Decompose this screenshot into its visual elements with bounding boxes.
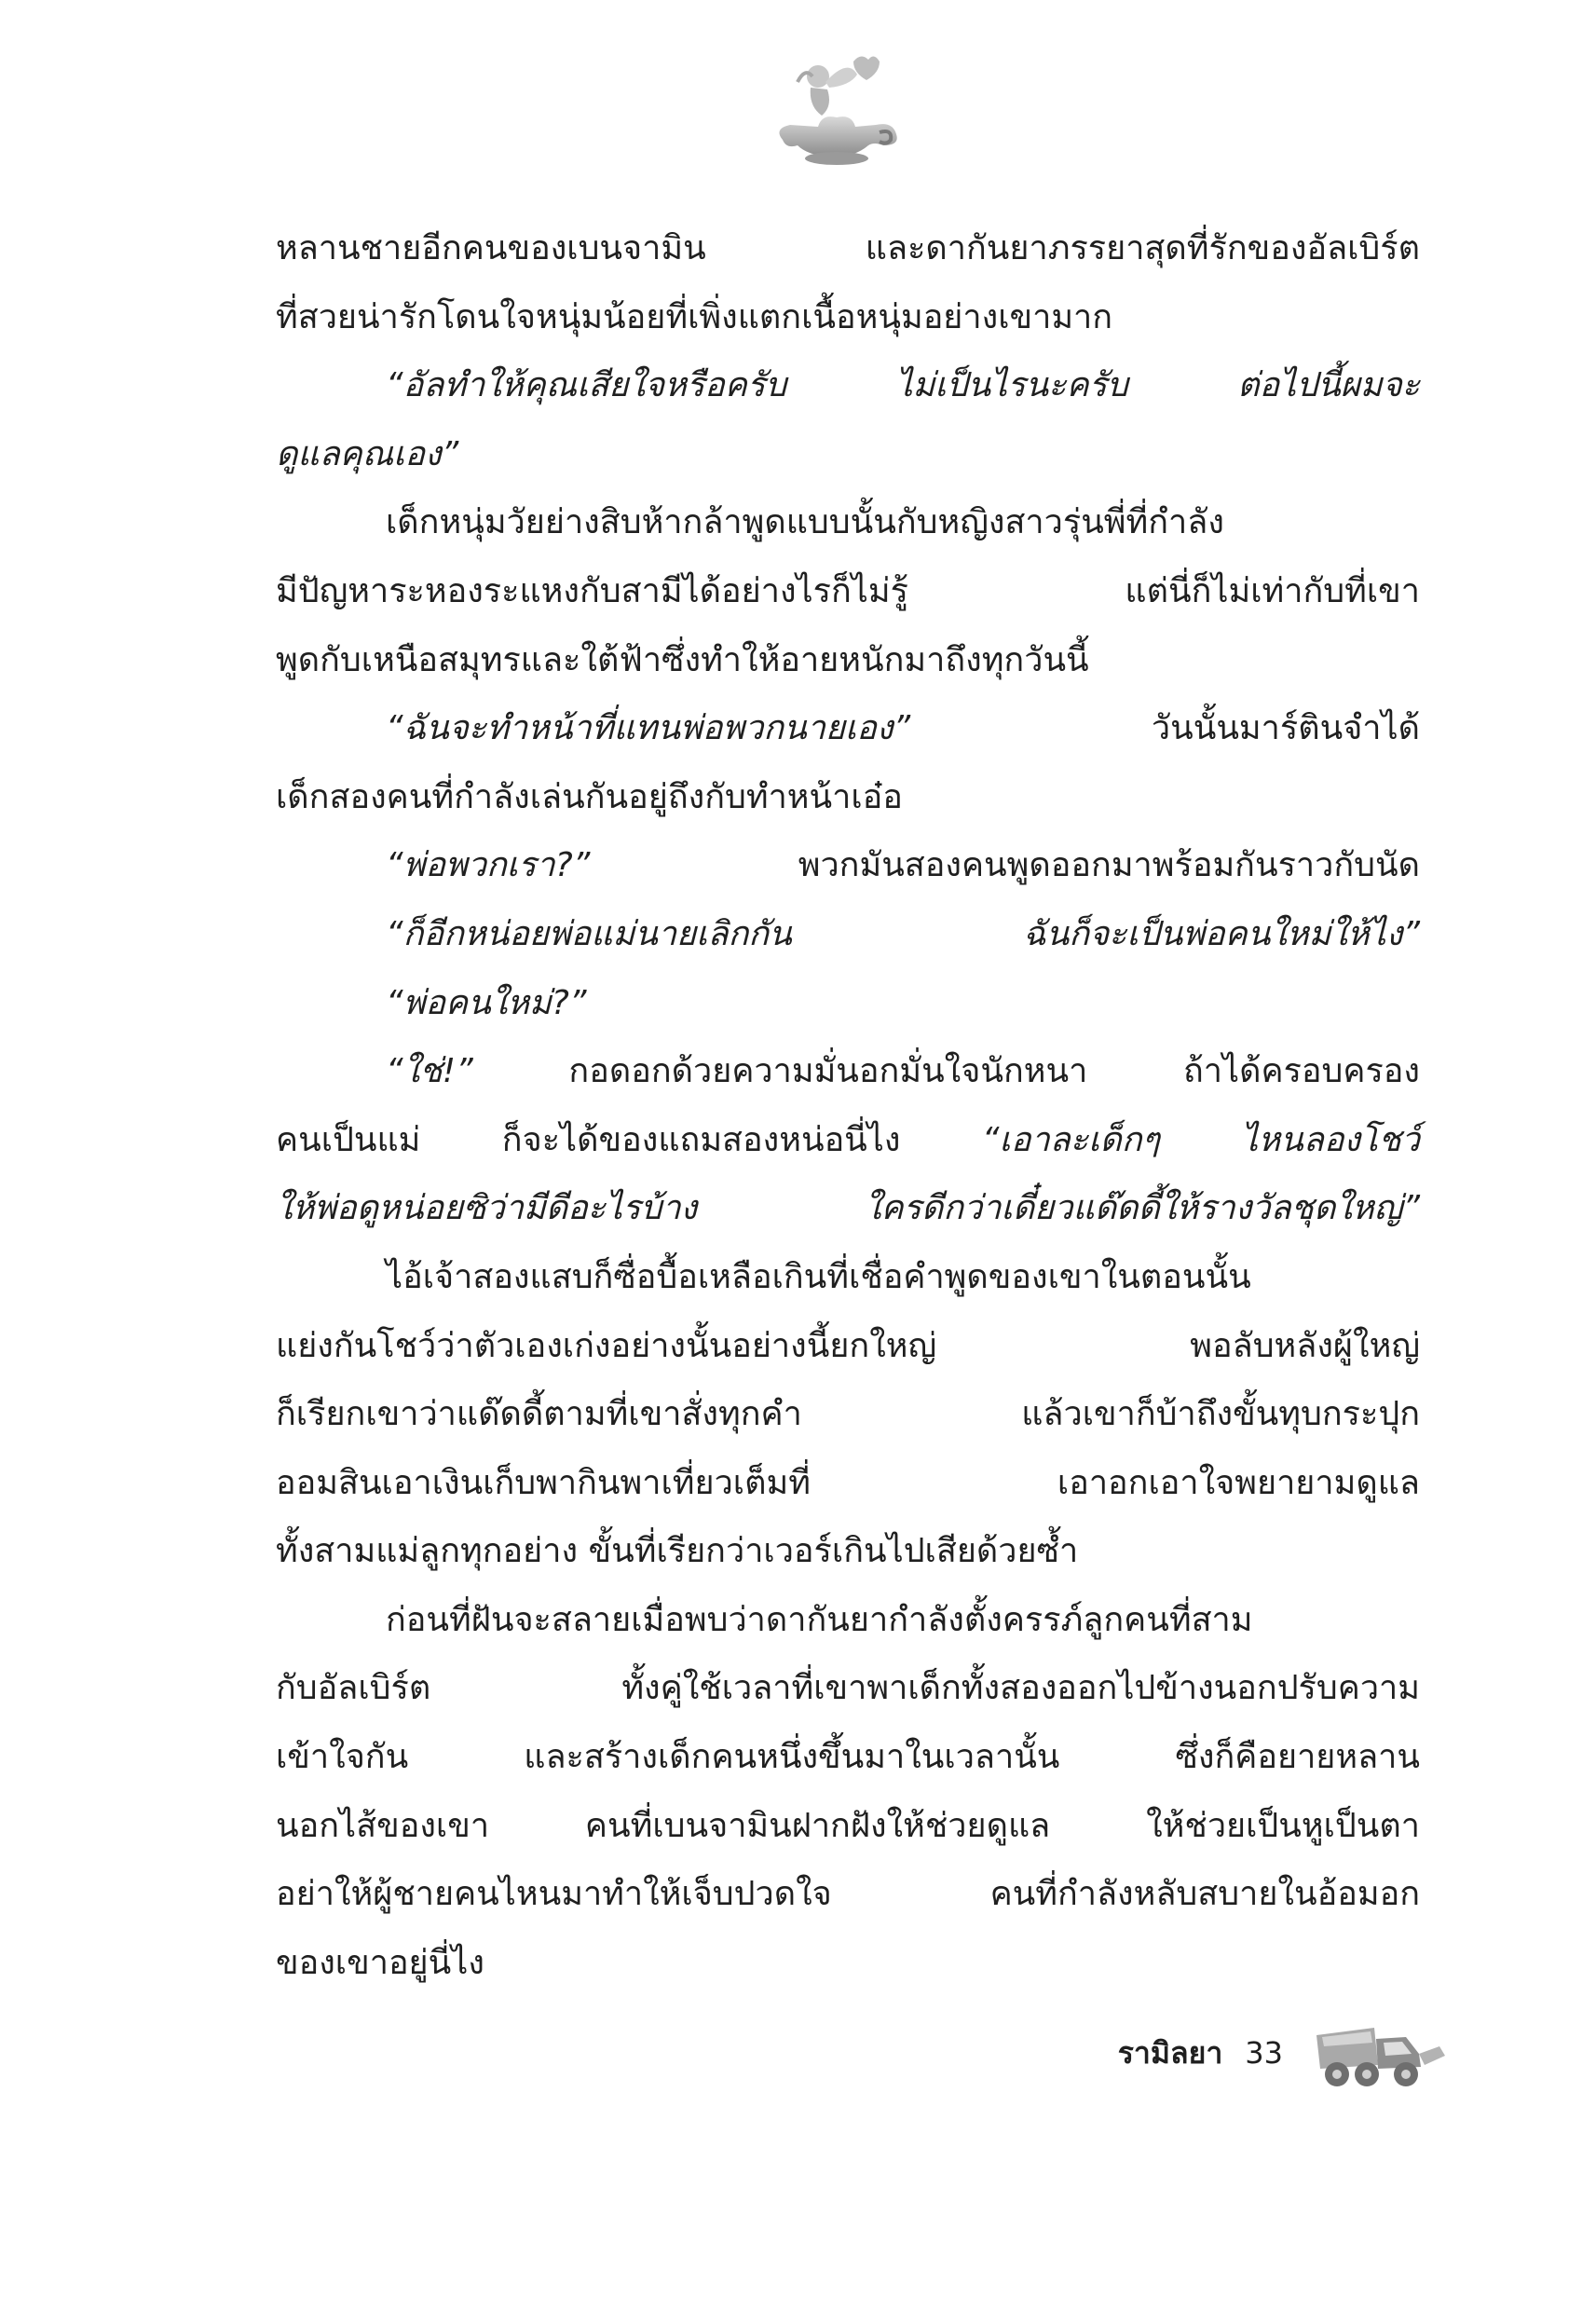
line-text: “ก็อีกหน่อยพ่อแม่นายเลิกกัน ฉันก็จะเป็นพ่อคนใหม่ให้ไง” [386, 914, 1420, 953]
text-line [276, 1312, 1420, 1381]
text-line [276, 694, 1420, 763]
body-text [276, 214, 1420, 1997]
text-line [276, 1654, 1420, 1723]
text-line [276, 283, 1420, 352]
text-line [276, 900, 1420, 969]
line-text: “อัลทำให้คุณเสียใจหรือครับ ไม่เป็นไรนะครับ ต่อไปนี้ผมจะ [386, 366, 1420, 405]
line-text: พูดกับเหนือสมุทรและใต้ฟ้าซึ่งทำให้อายหนักมาถึงทุกวันนี้ [276, 640, 1089, 679]
quoted-speech: “ใช่!” [386, 1052, 473, 1091]
line-text: เด็กหนุ่มวัยย่างสิบห้ากล้าพูดแบบนั้นกับหญิงสาวรุ่นพี่ที่กำลัง [386, 503, 1224, 542]
text-line [276, 626, 1420, 695]
line-text: พวกมันสองคนพูดออกมาพร้อมกันราวกับนัด [590, 846, 1420, 885]
page-footer [1118, 2030, 1283, 2077]
text-line [276, 1517, 1420, 1586]
line-text: นอกไส้ของเขา คนที่เบนจามินฝากฝังให้ช่วยดูแล ให้ช่วยเป็นหูเป็นตา [276, 1806, 1420, 1845]
text-line [276, 1380, 1420, 1449]
text-line [276, 351, 1420, 420]
text-line [276, 831, 1420, 900]
line-text: ทั้งสามแม่ลูกทุกอย่าง ขั้นที่เรียกว่าเวอร์เกินไปเสียด้วยซ้ำ [276, 1532, 1079, 1571]
text-line [276, 1174, 1420, 1243]
line-text: คนเป็นแม่ ก็จะได้ของแถมสองหน่อนี่ไง [276, 1120, 982, 1159]
line-text: แย่งกันโชว์ว่าตัวเองเก่งอย่างนั้นอย่างนี้ยกใหญ่ พอลับหลังผู้ใหญ่ [276, 1326, 1420, 1365]
text-line [276, 763, 1420, 832]
author-name: รามิลยา [1117, 2035, 1223, 2071]
line-text: ออมสินเอาเงินเก็บพากินพาเที่ยวเต็มที่ เอาอกเอาใจพยายามดูแล [276, 1463, 1420, 1502]
text-line [276, 1792, 1420, 1861]
page-number: 33 [1245, 2035, 1283, 2071]
text-line [276, 1106, 1420, 1175]
text-line [276, 1243, 1420, 1312]
text-line [276, 1449, 1420, 1518]
text-line [276, 214, 1420, 283]
line-text: ก่อนที่ฝันจะสลายเมื่อพบว่าดากันยากำลังตั้งครรภ์ลูกคนที่สาม [386, 1600, 1253, 1639]
text-line [276, 1929, 1420, 1998]
quoted-speech: “เอาละเด็กๆ ไหนลองโชว์ [981, 1120, 1420, 1159]
text-line [276, 969, 1420, 1038]
text-line [276, 557, 1420, 626]
line-text: ก็เรียกเขาว่าแด๊ดดี้ตามที่เขาสั่งทุกคำ แล้วเขาก็บ้าถึงขั้นทุบกระปุก [276, 1395, 1420, 1434]
genie-lamp-cupid-icon [764, 48, 904, 170]
line-text: ดูแลคุณเอง” [276, 434, 459, 473]
line-text: หลานชายอีกคนของเบนจามิน และดากันยาภรรยาสุดที่รักของอัลเบิร์ต [276, 229, 1420, 267]
text-line [276, 1723, 1420, 1792]
quoted-speech: “ฉันจะทำหน้าที่แทนพ่อพวกนายเอง” [386, 709, 911, 748]
line-text: มีปัญหาระหองระแหงกับสามีได้อย่างไรก็ไม่รู้ แต่นี่ก็ไม่เท่ากับที่เขา [276, 571, 1420, 610]
line-text: กับอัลเบิร์ต ทั้งคู่ใช้เวลาที่เขาพาเด็กทั้งสองออกไปข้างนอกปรับความ [276, 1669, 1420, 1708]
line-text: ไอ้เจ้าสองแสบก็ซื่อบื้อเหลือเกินที่เชื่อคำพูดของเขาในตอนนั้น [386, 1257, 1251, 1296]
line-text: ของเขาอยู่นี่ไง [276, 1943, 484, 1982]
toy-truck-icon [1309, 2011, 1449, 2095]
text-line [276, 1586, 1420, 1655]
line-text: เด็กสองคนที่กำลังเล่นกันอยู่ถึงกับทำหน้าเอ๋อ [276, 777, 903, 816]
text-line [276, 1037, 1420, 1106]
text-line [276, 488, 1420, 557]
line-text: ให้พ่อดูหน่อยซิว่ามีดีอะไรบ้าง ใครดีกว่าเดี๋ยวแด๊ดดี้ให้รางวัลชุดใหญ่” [276, 1189, 1420, 1228]
line-text: เข้าใจกัน และสร้างเด็กคนหนึ่งขึ้นมาในเวลานั้น ซึ่งก็คือยายหลาน [276, 1738, 1420, 1777]
text-line [276, 420, 1420, 489]
line-text: อย่าให้ผู้ชายคนไหนมาทำให้เจ็บปวดใจ คนที่กำลังหลับสบายในอ้อมอก [276, 1875, 1420, 1914]
text-line [276, 1860, 1420, 1929]
line-text: ที่สวยน่ารักโดนใจหนุ่มน้อยที่เพิ่งแตกเนื้อหนุ่มอย่างเขามาก [276, 297, 1113, 336]
line-text: “พ่อคนใหม่?” [386, 983, 587, 1022]
line-text: กอดอกด้วยความมั่นอกมั่นใจนักหนา ถ้าได้ครอบครอง [472, 1052, 1420, 1091]
quoted-speech: “พ่อพวกเรา?” [386, 846, 591, 885]
line-text: วันนั้นมาร์ตินจำได้ [910, 709, 1420, 748]
